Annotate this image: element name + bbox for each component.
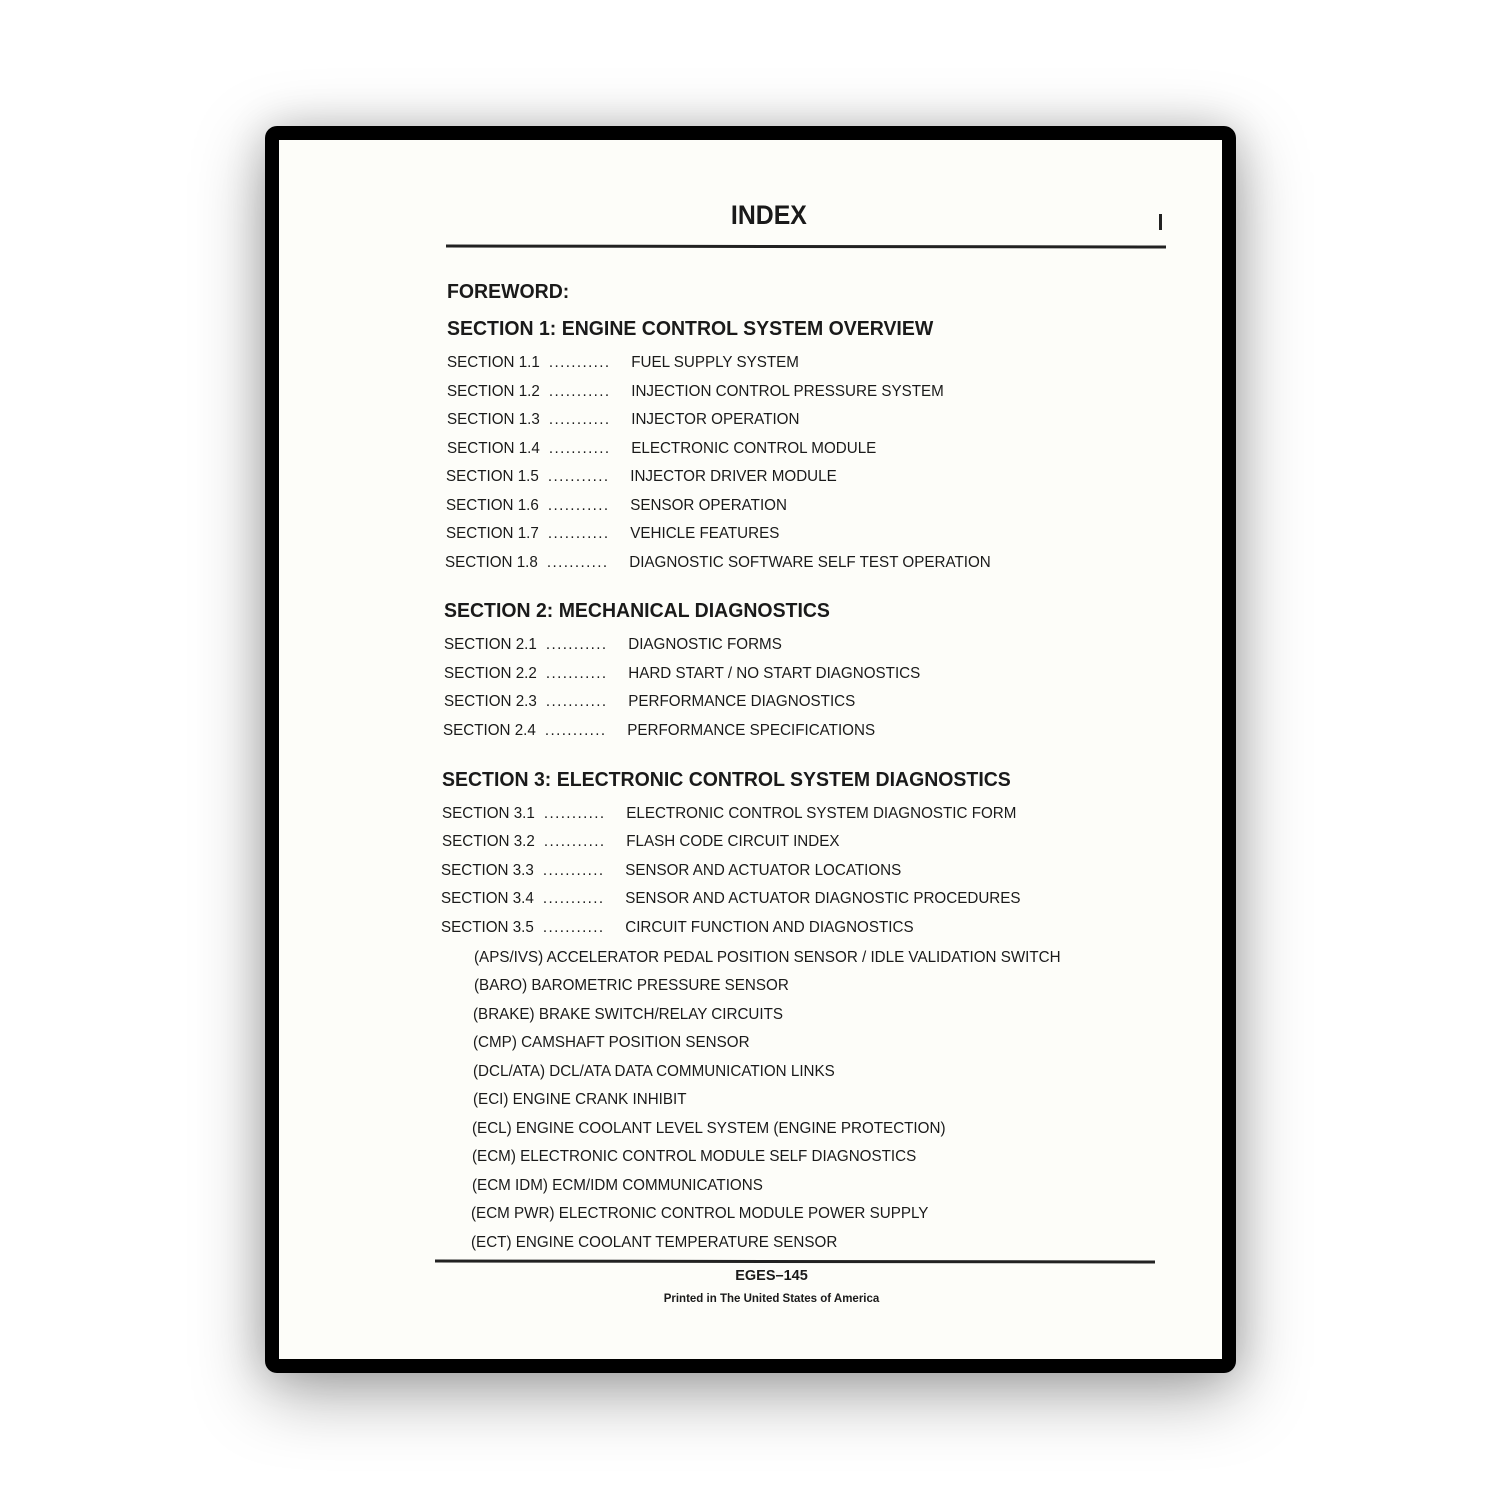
toc-entry-1-1: SECTION 1.1 ........... FUEL SUPPLY SYSTEM xyxy=(447,354,799,371)
circuit-entry-baro: (BARO) BAROMETRIC PRESSURE SENSOR xyxy=(474,977,789,994)
circuit-entry-aps-ivs: (APS/IVS) ACCELERATOR PEDAL POSITION SENSOR / IDLE VALIDATION SWITCH xyxy=(474,949,1061,966)
toc-entry-1-8: SECTION 1.8 ........... DIAGNOSTIC SOFTWARE SELF TEST OPERATION xyxy=(445,554,991,571)
printed-notice: Printed in The United States of America xyxy=(663,1293,880,1305)
toc-entry-3-1: SECTION 3.1 ........... ELECTRONIC CONTROL SYSTEM DIAGNOSTIC FORM xyxy=(442,805,1017,822)
toc-entry-1-2: SECTION 1.2 ........... INJECTION CONTROL PRESSURE SYSTEM xyxy=(447,383,944,400)
toc-entry-3-2: SECTION 3.2 ........... FLASH CODE CIRCUIT INDEX xyxy=(442,833,840,850)
toc-entry-1-5: SECTION 1.5 ........... INJECTOR DRIVER MODULE xyxy=(446,468,837,485)
document-page xyxy=(279,140,1222,1359)
toc-entry-3-5: SECTION 3.5 ........... CIRCUIT FUNCTION AND DIAGNOSTICS xyxy=(441,919,914,936)
toc-entry-3-4: SECTION 3.4 ........... SENSOR AND ACTUATOR DIAGNOSTIC PROCEDURES xyxy=(441,890,1021,907)
toc-entry-2-4: SECTION 2.4 ........... PERFORMANCE SPECIFICATIONS xyxy=(443,722,876,739)
footer-divider xyxy=(435,1259,1155,1263)
page-title: INDEX xyxy=(730,200,807,230)
foreword-heading: FOREWORD: xyxy=(447,280,570,303)
circuit-entry-ecm-pwr: (ECM PWR) ELECTRONIC CONTROL MODULE POWER SUPPLY xyxy=(471,1205,929,1222)
section-3-heading: SECTION 3: ELECTRONIC CONTROL SYSTEM DIAGNOSTICS xyxy=(442,768,1011,791)
circuit-entry-ecl: (ECL) ENGINE COOLANT LEVEL SYSTEM (ENGINE PROTECTION) xyxy=(472,1120,946,1137)
toc-entry-1-6: SECTION 1.6 ........... SENSOR OPERATION xyxy=(446,497,787,514)
document-frame xyxy=(265,126,1236,1373)
toc-entry-3-3: SECTION 3.3 ........... SENSOR AND ACTUATOR LOCATIONS xyxy=(441,862,902,879)
circuit-entry-eci: (ECI) ENGINE CRANK INHIBIT xyxy=(473,1091,687,1108)
toc-entry-1-7: SECTION 1.7 ........... VEHICLE FEATURES xyxy=(446,525,780,542)
document-code: EGES–145 xyxy=(735,1268,808,1284)
circuit-entry-dcl-ata: (DCL/ATA) DCL/ATA DATA COMMUNICATION LINKS xyxy=(473,1063,835,1080)
circuit-entry-ecm: (ECM) ELECTRONIC CONTROL MODULE SELF DIAGNOSTICS xyxy=(472,1148,917,1165)
toc-entry-2-2: SECTION 2.2 ........... HARD START / NO START DIAGNOSTICS xyxy=(444,665,921,682)
circuit-entry-cmp: (CMP) CAMSHAFT POSITION SENSOR xyxy=(473,1034,750,1051)
circuit-entry-ect: (ECT) ENGINE COOLANT TEMPERATURE SENSOR xyxy=(471,1234,838,1251)
circuit-entry-ecm-idm: (ECM IDM) ECM/IDM COMMUNICATIONS xyxy=(472,1177,763,1194)
section-1-heading: SECTION 1: ENGINE CONTROL SYSTEM OVERVIEW xyxy=(447,317,934,340)
header-divider xyxy=(446,244,1166,248)
toc-entry-1-3: SECTION 1.3 ........... INJECTOR OPERATION xyxy=(447,411,800,428)
toc-entry-2-1: SECTION 2.1 ........... DIAGNOSTIC FORMS xyxy=(444,636,782,653)
section-2-heading: SECTION 2: MECHANICAL DIAGNOSTICS xyxy=(444,599,830,622)
toc-entry-2-3: SECTION 2.3 ........... PERFORMANCE DIAGNOSTICS xyxy=(444,693,856,710)
page-marker xyxy=(1159,214,1162,230)
circuit-entry-brake: (BRAKE) BRAKE SWITCH/RELAY CIRCUITS xyxy=(473,1006,784,1023)
toc-entry-1-4: SECTION 1.4 ........... ELECTRONIC CONTROL MODULE xyxy=(447,440,877,457)
